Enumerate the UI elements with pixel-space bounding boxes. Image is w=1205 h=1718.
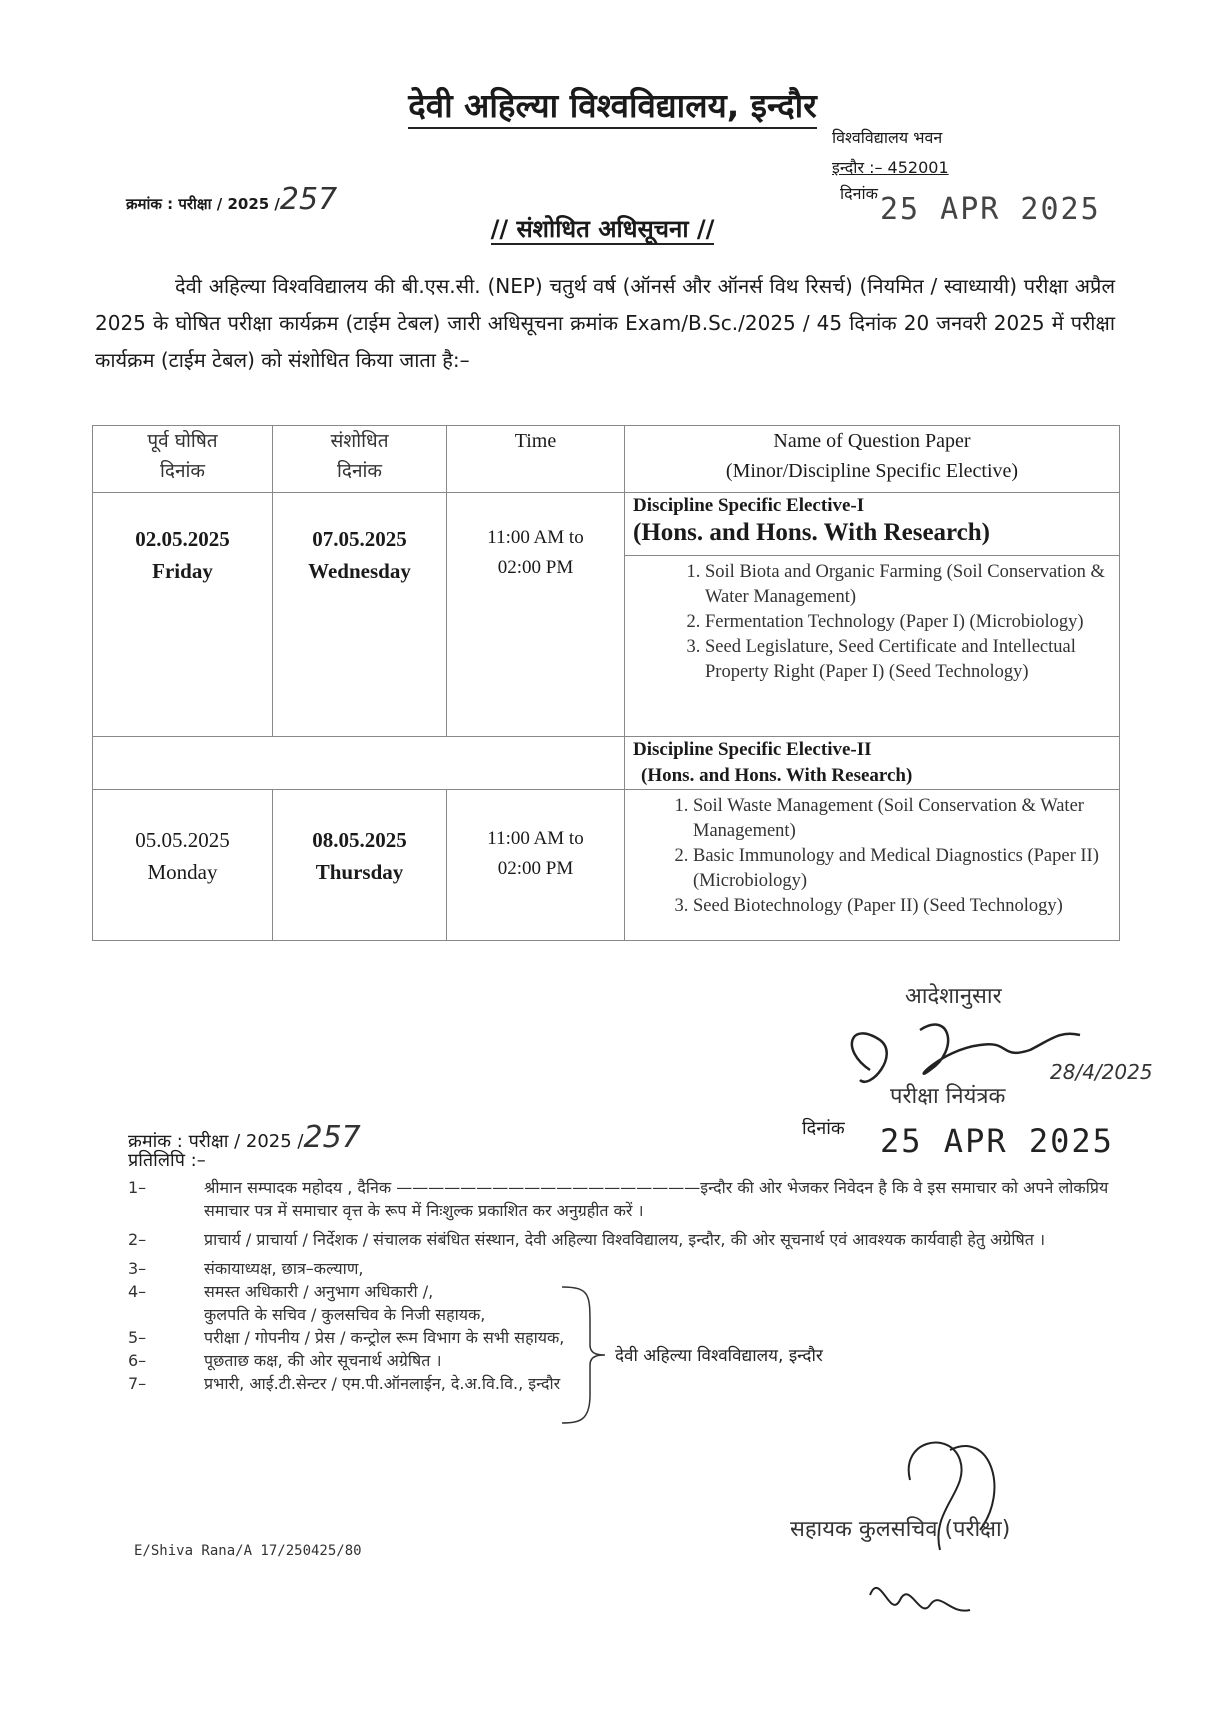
order-text: आदेशानुसार <box>905 984 1002 1009</box>
exam-timetable <box>92 425 1120 941</box>
previous-date-cell: 05.05.2025 Monday <box>93 790 273 941</box>
paper-list <box>625 794 1119 919</box>
table-row <box>93 790 1120 941</box>
list-item: 1– श्रीमान सम्पादक महोदय , दैनिक ———————————————————इन्दौर की ओर भेजकर निवेदन है कि वे इस समाचार को अपने लोकप्रिय समाचार पत्र में समाचार वृत्त के रूप में निःशुल्क प्रकाशित कर अनुग्रहीत करें । <box>128 1178 1109 1220</box>
paper-list <box>625 560 1119 685</box>
previous-date-cell: 02.05.2025 Friday <box>93 493 273 737</box>
notice-title: // संशोधित अधिसूचना // <box>490 215 715 243</box>
handwritten-date: 28/4/2025 <box>1050 1060 1153 1084</box>
empty-cell <box>93 737 625 790</box>
date-label: दिनांक <box>840 184 878 203</box>
list-item: 3. Seed Legislature, Seed Certificate and Intellectual Property Right (Paper I) (Seed Technology) <box>705 635 1119 685</box>
date-stamp: 25 APR 2025 <box>880 192 1101 227</box>
file-reference: E/Shiva Rana/A 17/250425/80 <box>134 1543 362 1559</box>
elective-group-header: Discipline Specific Elective-II (Hons. and Hons. With Research) <box>625 737 1120 790</box>
header-revised-date: संशोधित दिनांक <box>273 426 447 493</box>
intro-paragraph: देवी अहिल्या विश्वविद्यालय की बी.एस.सी. (NEP) चतुर्थ वर्ष (ऑनर्स और ऑनर्स विथ रिसर्च) (नियमित / स्वाध्यायी) परीक्षा अप्रैल 2025 के घोषित परीक्षा कार्यक्रम (टाईम टेबल) जारी अधिसूचना क्रमांक Exam/B.Sc./2025 / 45 दिनांक 20 जनवरी 2025 में परीक्षा कार्यक्रम (टाईम टेबल) को संशोधित किया जाता है:– <box>95 274 1115 372</box>
time-cell: 11:00 AM to 02:00 PM <box>447 493 625 737</box>
revised-date-cell: 07.05.2025 Wednesday <box>273 493 447 737</box>
table-row <box>93 493 1120 556</box>
copy-date-label: दिनांक <box>802 1118 845 1139</box>
table-header-row <box>93 426 1120 493</box>
assistant-registrar-designation: सहायक कुलसचिव (परीक्षा) <box>790 1517 1011 1542</box>
time-cell: 11:00 AM to 02:00 PM <box>447 790 625 941</box>
header-time: Time <box>447 426 625 493</box>
list-item: 5– परीक्षा / गोपनीय / प्रेस / कन्ट्रोल रूम विभाग के सभी सहायक, <box>128 1328 565 1347</box>
university-title: देवी अहिल्या विश्वविद्यालय, इन्दौर <box>0 82 1205 127</box>
list-item: 3. Seed Biotechnology (Paper II) (Seed Technology) <box>693 894 1119 919</box>
paper-list-cell <box>625 790 1120 941</box>
header-paper-name: Name of Question Paper (Minor/Discipline Specific Elective) <box>625 426 1120 493</box>
address-line-2: इन्दौर :– 452001 <box>832 158 949 177</box>
list-item: 3– संकायाध्यक्ष, छात्र–कल्याण, <box>128 1259 364 1278</box>
list-item: कुलपति के सचिव / कुलसचिव के निजी सहायक, <box>204 1305 486 1324</box>
controller-designation: परीक्षा नियंत्रक <box>890 1084 1006 1109</box>
paper-list-cell <box>625 556 1120 737</box>
list-item: 2. Basic Immunology and Medical Diagnostics (Paper II) (Microbiology) <box>693 844 1119 894</box>
list-item: 1. Soil Biota and Organic Farming (Soil Conservation & Water Management) <box>705 560 1119 610</box>
brace-label: देवी अहिल्या विश्वविद्यालय, इन्दौर <box>615 1346 823 1366</box>
list-item: 4– समस्त अधिकारी / अनुभाग अधिकारी /, <box>128 1282 434 1301</box>
copy-reference-number: क्रमांक : परीक्षा / 2025 /257 <box>128 1120 361 1155</box>
copy-label: प्रतिलिपि :– <box>128 1150 206 1171</box>
header-previous-date: पूर्व घोषित दिनांक <box>93 426 273 493</box>
list-item: 7– प्रभारी, आई.टी.सेन्टर / एम.पी.ऑनलाईन, दे.अ.वि.वि., इन्दौर <box>128 1374 561 1393</box>
elective-group-header: Discipline Specific Elective-I (Hons. and Hons. With Research) <box>625 493 1120 556</box>
revised-date-cell: 08.05.2025 Thursday <box>273 790 447 941</box>
list-item: 6– पूछताछ कक्ष, की ओर सूचनार्थ अग्रेषित । <box>128 1351 442 1370</box>
table-row <box>93 737 1120 790</box>
list-item: 1. Soil Waste Management (Soil Conservation & Water Management) <box>693 794 1119 844</box>
list-item: 2– प्राचार्य / प्राचार्या / निर्देशक / संचालक संबंधित संस्थान, देवी अहिल्या विश्वविद्यालय, इन्दौर, की ओर सूचनार्थ एवं आवश्यक कार्यवाही हेतु अग्रेषित । <box>128 1230 1046 1249</box>
copy-date-stamp: 25 APR 2025 <box>880 1122 1114 1160</box>
brace-mark <box>560 1285 610 1425</box>
reference-number: क्रमांक : परीक्षा / 2025 /257 <box>126 182 338 217</box>
list-item: 2. Fermentation Technology (Paper I) (Microbiology) <box>705 610 1119 635</box>
address-line-1: विश्वविद्यालय भवन <box>832 128 943 147</box>
